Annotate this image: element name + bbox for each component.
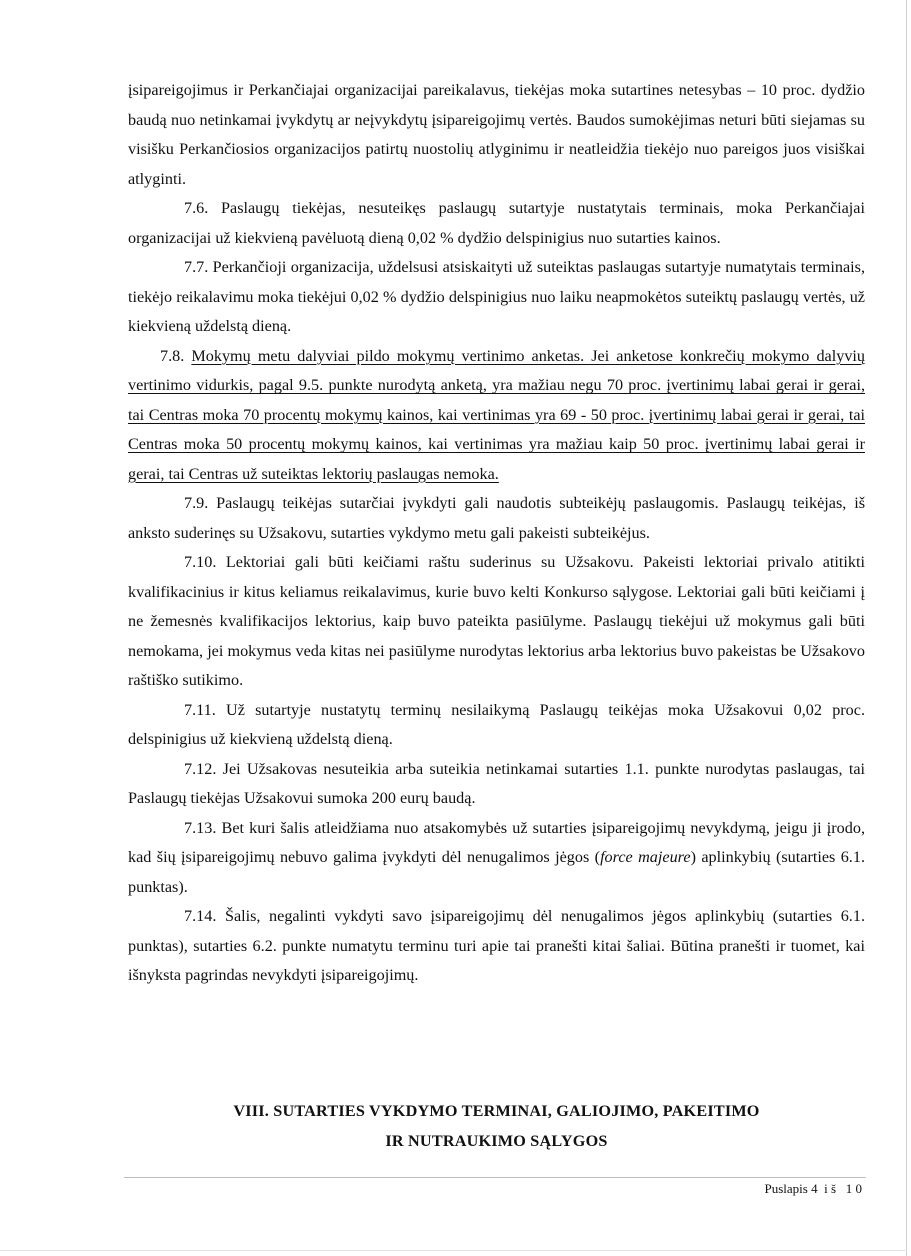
page-right-edge bbox=[906, 0, 907, 1256]
footer-total-pages: 1 0 bbox=[845, 1181, 862, 1196]
footer-of-label: i š bbox=[824, 1181, 836, 1196]
force-majeure-term: force majeure bbox=[600, 848, 691, 866]
paragraph-7-11: 7.11. Už sutartyje nustatytų terminų nesilaikymą Paslaugų teikėjas moka Užsakovui 0,02 proc. delspinigius už kiekvieną uždelstą dieną. bbox=[128, 700, 865, 748]
paragraph-7-13-text-start: 7.13. Bet kuri šalis atleidžiama nuo atsakomybės už sutarties įsipareigojimų nevykdymą, jeigu ji įrodo, kad šių įsipareigojimų nebuvo galima įvykdyti dėl nenugalimos jėgos ( bbox=[128, 818, 865, 866]
paragraph-7-8 bbox=[128, 342, 865, 490]
footer-divider bbox=[124, 1177, 866, 1178]
paragraph-7-7: 7.7. Perkančioji organizacija, uždelsusi atsiskaityti už suteiktas paslaugas sutartyje numatytais terminais, tiekėjo reikalavimu moka tiekėjui 0,02 % dydžio delspinigius nuo laiku neapmokėtos suteiktų paslaugų vertės, už kiekvieną uždelstą dieną. bbox=[128, 258, 865, 335]
paragraph-7-14: 7.14. Šalis, negalinti vykdyti savo įsipareigojimų dėl nenugalimos jėgos aplinkybių (sutarties 6.1. punktas), sutarties 6.2. punkte numatytu terminu turi apie tai pranešti kitai šaliai. Būtina pranešti ir tuomet, kai išnyksta pagrindas nevykdyti įsipareigojimų. bbox=[128, 907, 865, 984]
section-heading-line-2: IR NUTRAUKIMO SĄLYGOS bbox=[385, 1132, 608, 1150]
page-bottom-edge bbox=[0, 1250, 907, 1251]
paragraph-7-9: 7.9. Paslaugų teikėjas sutarčiai įvykdyti gali naudotis subteikėjų paslaugomis. Paslaugų teikėjas, iš anksto suderinęs su Užsakovu, sutarties vykdymo metu gali pakeisti subteikėjus. bbox=[128, 494, 865, 542]
footer-page-number: 4 bbox=[811, 1181, 818, 1196]
paragraph-7-12: 7.12. Jei Užsakovas nesuteikia arba suteikia netinkamai sutarties 1.1. punkte nurodytas paslaugas, tai Paslaugų tiekėjas Užsakovui sumoka 200 eurų baudą. bbox=[128, 759, 865, 807]
document-body bbox=[128, 76, 865, 991]
footer-page-label: Puslapis bbox=[764, 1181, 808, 1196]
paragraph-7-13 bbox=[128, 814, 865, 903]
section-heading-line-1: VIII. SUTARTIES VYKDYMO TERMINAI, GALIOJIMO, PAKEITIMO bbox=[233, 1102, 760, 1120]
page-footer bbox=[600, 1180, 862, 1198]
paragraph-7-10: 7.10. Lektoriai gali būti keičiami raštu suderinus su Užsakovu. Pakeisti lektoriai privalo atitikti kvalifikacinius ir kitus keliamus reikalavimus, kurie buvo kelti Konkurso sąlygose. Lektoriai gali būti keičiami į ne žemesnės kvalifikacijos lektorius, kaip buvo pateikta pasiūlyme. Paslaugų tiekėjui už mokymus gali būti nemokama, jei mokymus veda kitas nei pasiūlyme nurodytas lektorius arba lektorius buvo pakeistas be Užsakovo raštiško sutikimo. bbox=[128, 553, 865, 689]
paragraph-7-6: 7.6. Paslaugų tiekėjas, nesuteikęs paslaugų sutartyje nustatytais terminais, moka Perkančiajai organizacijai už kiekvieną pavėluotą dieną 0,02 % dydžio delspinigius nuo sutarties kainos. bbox=[128, 199, 865, 247]
paragraph-continuation: įsipareigojimus ir Perkančiajai organizacijai pareikalavus, tiekėjas moka sutartines netesybas – 10 proc. dydžio baudą nuo netinkamai įvykdytų ar neįvykdytų įsipareigojimų vertės. Baudos sumokėjimas neturi būti siejamas su visišku Perkančiosios organizacijos patirtų nuostolių atlyginimu ir neatleidžia tiekėjo nuo pareigos juos visiškai atlyginti. bbox=[128, 81, 865, 188]
section-heading-viii bbox=[128, 1096, 865, 1156]
paragraph-7-13-text-end: ) aplinkybių (sutarties 6.1. punktas). bbox=[128, 848, 865, 896]
paragraph-7-8-underlined-text: Mokymų metu dalyviai pildo mokymų vertinimo anketas. Jei anketose konkrečių mokymo dalyvių vertinimo vidurkis, pagal 9.5. punkte nurodytą anketą, yra mažiau negu 70 proc. įvertinimų labai gerai ir gerai, tai Centras moka 70 procentų mokymų kainos, kai vertinimas yra 69 - 50 proc. įvertinimų labai gerai ir gerai, tai Centras moka 50 procentų mokymų kainos, kai vertinimas yra mažiau kaip 50 proc. įvertinimų labai gerai ir gerai, tai Centras už suteiktas lektorių paslaugas nemoka. bbox=[128, 346, 866, 483]
paragraph-7-8-number: 7.8. bbox=[160, 346, 185, 365]
